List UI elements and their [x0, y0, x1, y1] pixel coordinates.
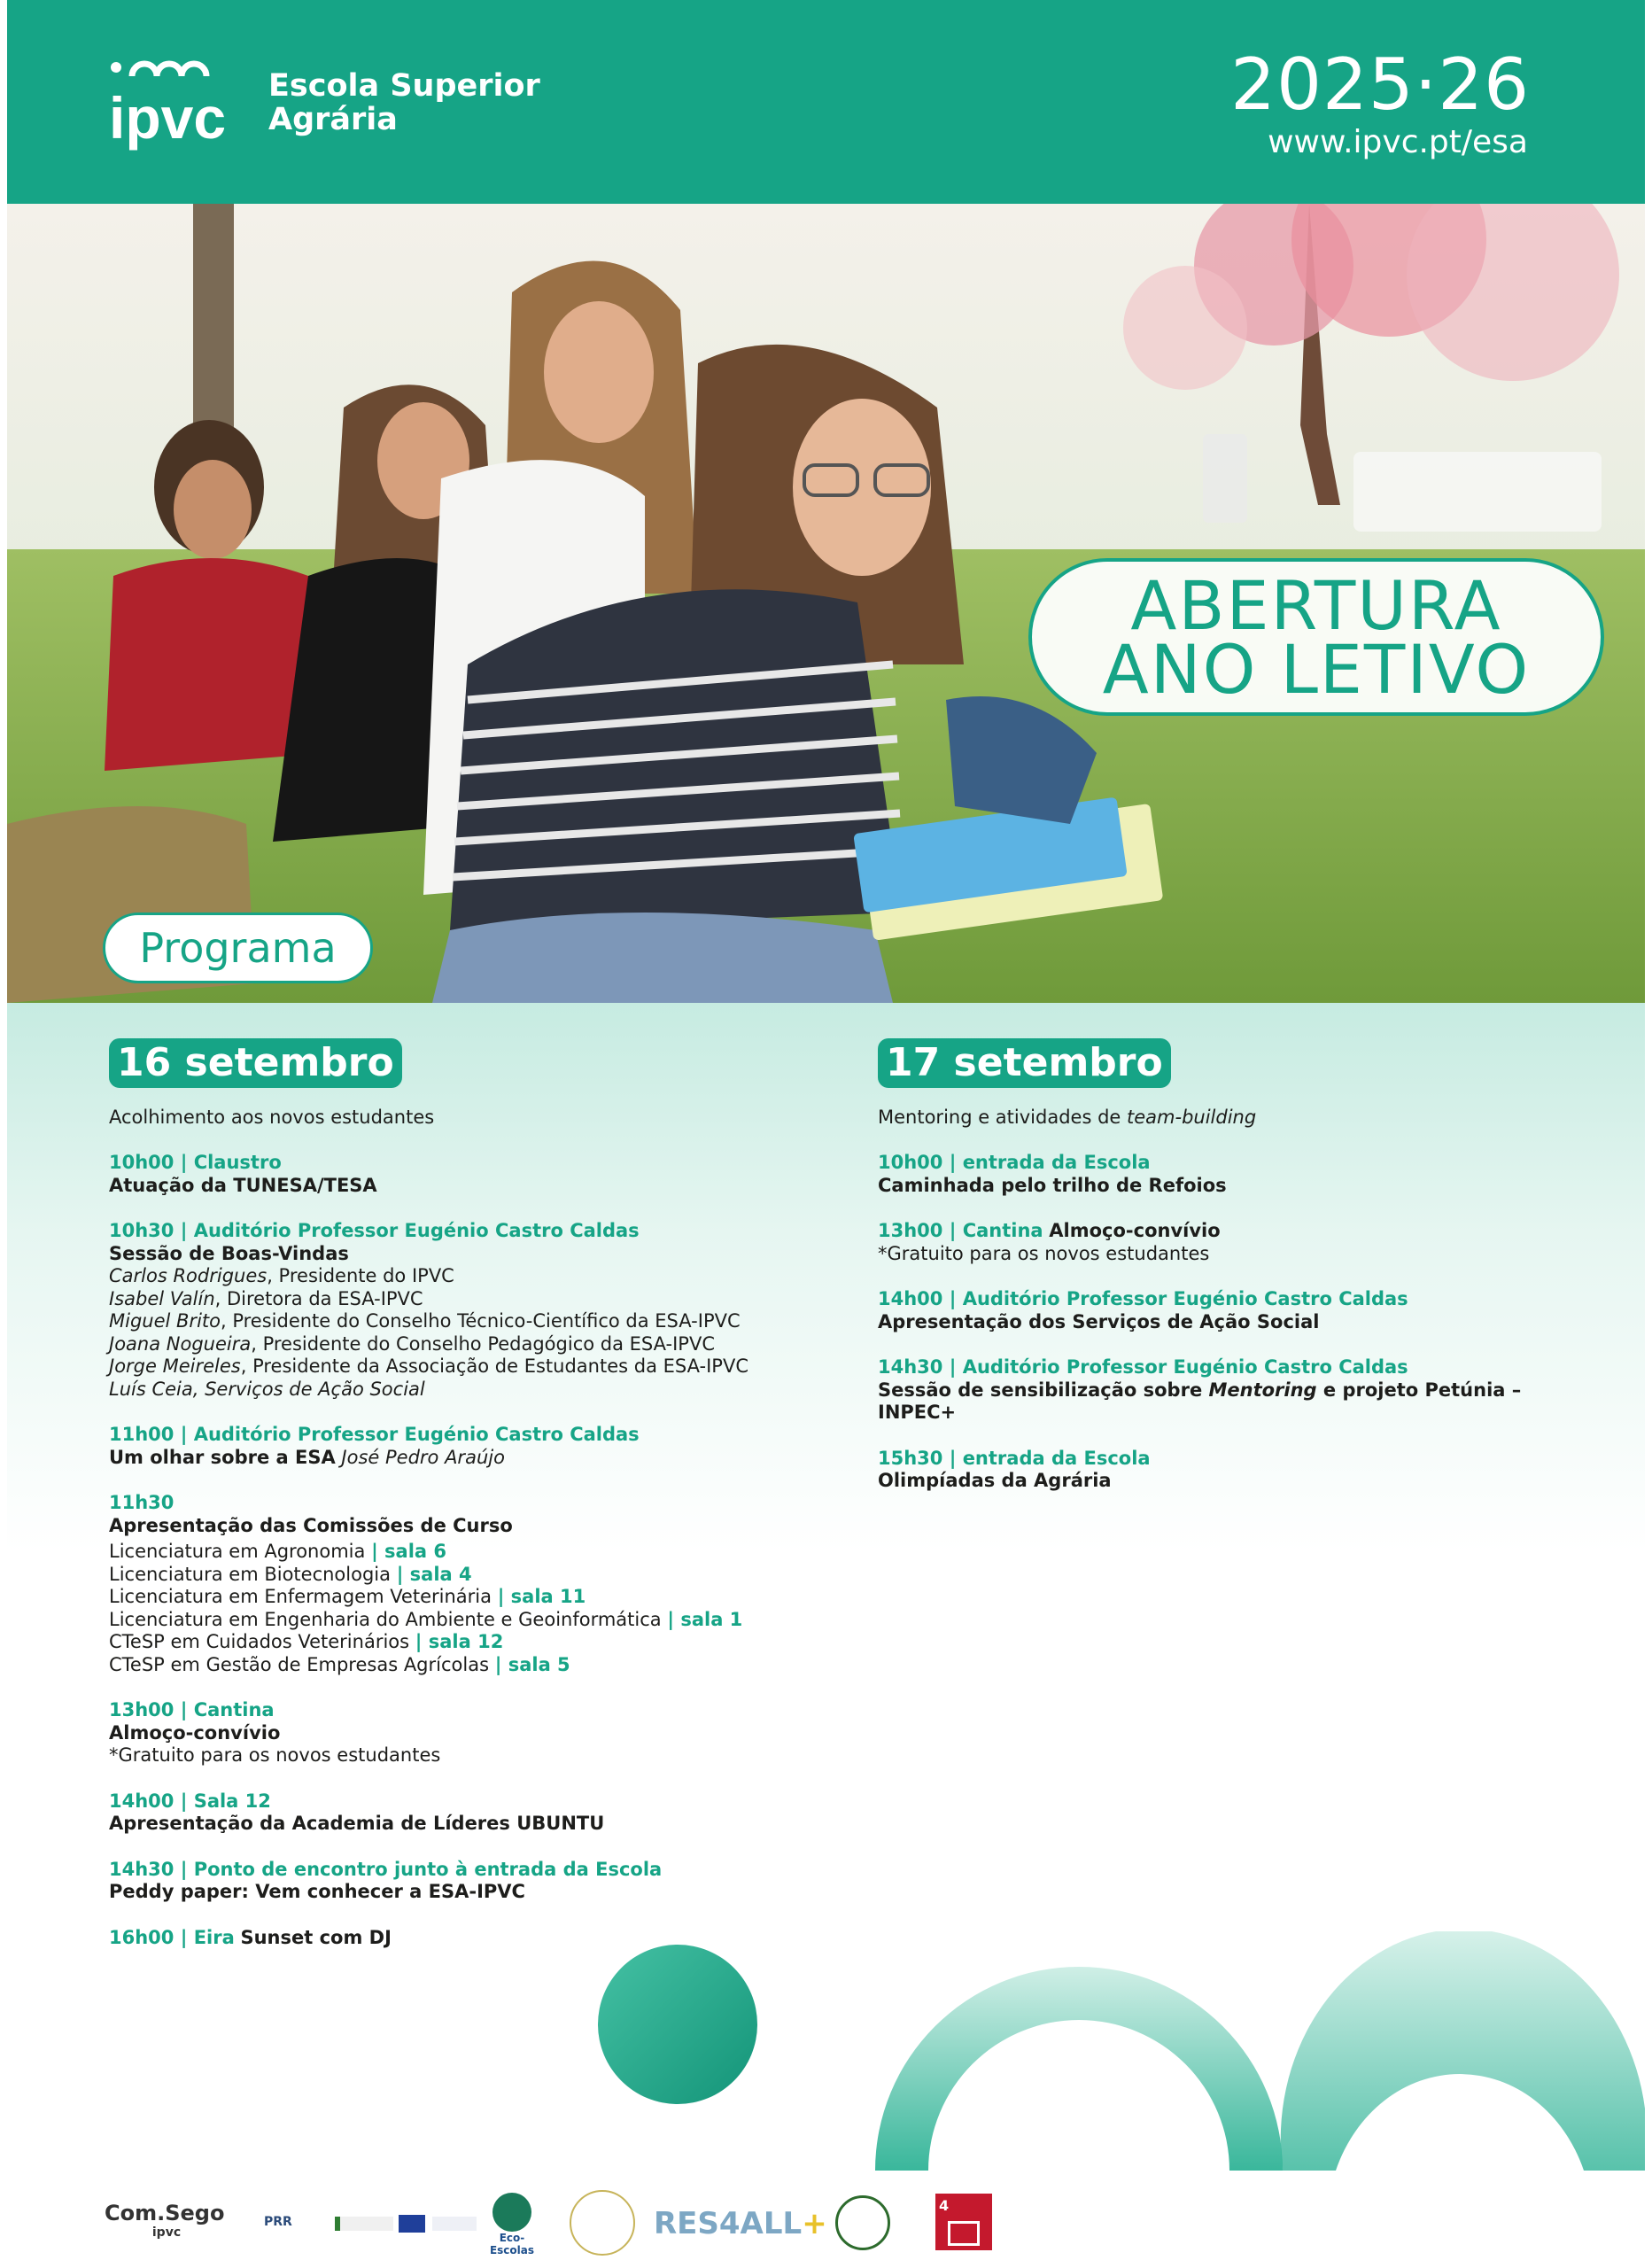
poster — [7, 0, 1645, 2268]
event-time: 14h00 | Auditório Professor Eugénio Castro Caldas — [878, 1288, 1408, 1309]
prr-logo: PRR — [264, 2215, 292, 2229]
day1-event — [109, 1859, 800, 1904]
event-title — [1028, 558, 1604, 716]
event-title: 13h00 | Cantina Almoço-convívio — [878, 1220, 1221, 1241]
eu-flag-icon — [399, 2215, 425, 2233]
academic-year: 2025·26 — [1230, 43, 1530, 126]
school-name-line1: Escola Superior — [268, 68, 540, 104]
ipvc-logo-text: ipvc — [109, 85, 227, 151]
footer-logos — [7, 2188, 1645, 2268]
event-title: Apresentação dos Serviços de Ação Social — [878, 1310, 1320, 1332]
comsego-logo: Com.Sego ipvc — [105, 2201, 225, 2240]
course-line: Licenciatura em Enfermagem Veterinária | sala 11 — [109, 1586, 586, 1607]
speaker-line: Miguel Brito, Presidente do Conselho Técnico-Científico da ESA-IPVC — [109, 1310, 741, 1332]
hero-photo — [7, 204, 1645, 1003]
republica-portuguesa-logo — [335, 2217, 393, 2231]
day1-column — [109, 1038, 800, 1949]
event-title: Atuação da TUNESA/TESA — [109, 1174, 377, 1196]
speaker-line: Isabel Valín, Diretora da ESA-IPVC — [109, 1287, 423, 1309]
day1-event — [109, 1424, 800, 1469]
day1-intro: Acolhimento aos novos estudantes — [109, 1107, 435, 1128]
event-title: Apresentação das Comissões de Curso — [109, 1514, 513, 1536]
day1-event — [109, 1790, 800, 1836]
course-line: Licenciatura em Engenharia do Ambiente e Geoinformática | sala 1 — [109, 1608, 743, 1630]
speaker-line: Carlos Rodrigues, Presidente do IPVC — [109, 1265, 454, 1286]
decorative-arc-1 — [875, 1967, 1283, 2171]
event-time: 11h00 | Auditório Professor Eugénio Castro Caldas — [109, 1424, 640, 1445]
speaker-line: Jorge Meireles, Presidente da Associação de Estudantes da ESA-IPVC — [109, 1355, 748, 1377]
event-time: 14h00 | Sala 12 — [109, 1790, 271, 1812]
res4all-logo: RES4ALL+ — [654, 2206, 827, 2241]
day1-date-badge: 16 setembro — [109, 1038, 402, 1088]
agriculture-seal-logo — [835, 2195, 890, 2250]
event-title: Almoço-convívio — [109, 1721, 281, 1744]
event-title: Sunset com DJ — [240, 1926, 392, 1948]
event-title-line2: ANO LETIVO — [1102, 630, 1531, 709]
course-line: CTeSP em Gestão de Empresas Agrícolas | sala 5 — [109, 1653, 570, 1675]
day1-event — [109, 1492, 800, 1676]
course-line: Licenciatura em Biotecnologia | sala 4 — [109, 1563, 472, 1585]
school-name — [268, 69, 540, 136]
event-time: 10h00 | entrada da Escola — [878, 1152, 1151, 1173]
event-time: 10h00 | Claustro — [109, 1152, 282, 1173]
school-name-line2: Agrária — [268, 102, 398, 137]
seal-logo — [570, 2190, 635, 2256]
event-note: *Gratuito para os novos estudantes — [109, 1744, 441, 1766]
striped-shirt — [450, 589, 902, 930]
eco-escolas-icon — [492, 2193, 531, 2232]
course-line: Licenciatura em Agronomia | sala 6 — [109, 1541, 447, 1562]
event-title: Sessão de Boas-Vindas — [109, 1242, 349, 1264]
program-label: Programa — [103, 913, 373, 983]
event-time: 13h00 | Cantina — [109, 1699, 275, 1720]
event-time: 14h30 | Ponto de encontro junto à entrada da Escola — [109, 1858, 663, 1880]
day1-event — [109, 1699, 800, 1767]
eco-escolas-logo: Eco-Escolas — [481, 2193, 543, 2264]
event-time: 14h30 | Auditório Professor Eugénio Castro Caldas — [878, 1356, 1408, 1378]
sdg4-logo: 4 — [935, 2194, 992, 2250]
website-link[interactable]: www.ipvc.pt/esa — [1268, 124, 1528, 160]
day2-date-badge: 17 setembro — [878, 1038, 1171, 1088]
event-title: Peddy paper: Vem conhecer a ESA-IPVC — [109, 1881, 525, 1902]
day2-column — [878, 1038, 1569, 1493]
speaker-line: Luís Ceia, Serviços de Ação Social — [109, 1378, 425, 1400]
day2-event — [878, 1220, 1569, 1265]
decorative-arc-2 — [1281, 1931, 1645, 2171]
day2-event — [878, 1448, 1569, 1493]
event-note: *Gratuito para os novos estudantes — [878, 1242, 1210, 1264]
event-time: 11h30 — [109, 1492, 175, 1513]
decorative-circle — [598, 1945, 757, 2104]
day1-event — [109, 1152, 800, 1197]
day2-event — [878, 1288, 1569, 1333]
event-title: Caminhada pelo trilho de Refoios — [878, 1174, 1227, 1196]
event-title: Sessão de sensibilização sobre Mentoring e projeto Petúnia – INPEC+ — [878, 1379, 1522, 1423]
decorative-shapes — [7, 1931, 1645, 2171]
course-line: CTeSP em Cuidados Veterinários | sala 12 — [109, 1631, 504, 1652]
event-title: Apresentação da Academia de Líderes UBUNTU — [109, 1813, 605, 1834]
speaker-line: Joana Nogueira, Presidente do Conselho Pedagógico da ESA-IPVC — [109, 1332, 715, 1355]
day2-event — [878, 1356, 1569, 1425]
event-title-line1: ABERTURA — [1130, 566, 1502, 645]
event-time: 16h00 | Eira — [109, 1926, 235, 1948]
book-icon — [948, 2221, 980, 2246]
header-bar — [7, 0, 1645, 204]
day2-intro: Mentoring e atividades de team-building — [878, 1107, 1257, 1128]
day2-event — [878, 1152, 1569, 1197]
event-time: 10h30 | Auditório Professor Eugénio Castro Caldas — [109, 1220, 640, 1241]
event-title: Um olhar sobre a ESA José Pedro Araújo — [109, 1446, 505, 1468]
ipvc-logo — [109, 57, 251, 154]
plus-icon: + — [802, 2206, 827, 2241]
day1-event — [109, 1220, 800, 1401]
event-time: 15h30 | entrada da Escola — [878, 1447, 1151, 1469]
eu-funding-logo — [432, 2217, 477, 2231]
event-title: Olimpíadas da Agrária — [878, 1470, 1112, 1491]
